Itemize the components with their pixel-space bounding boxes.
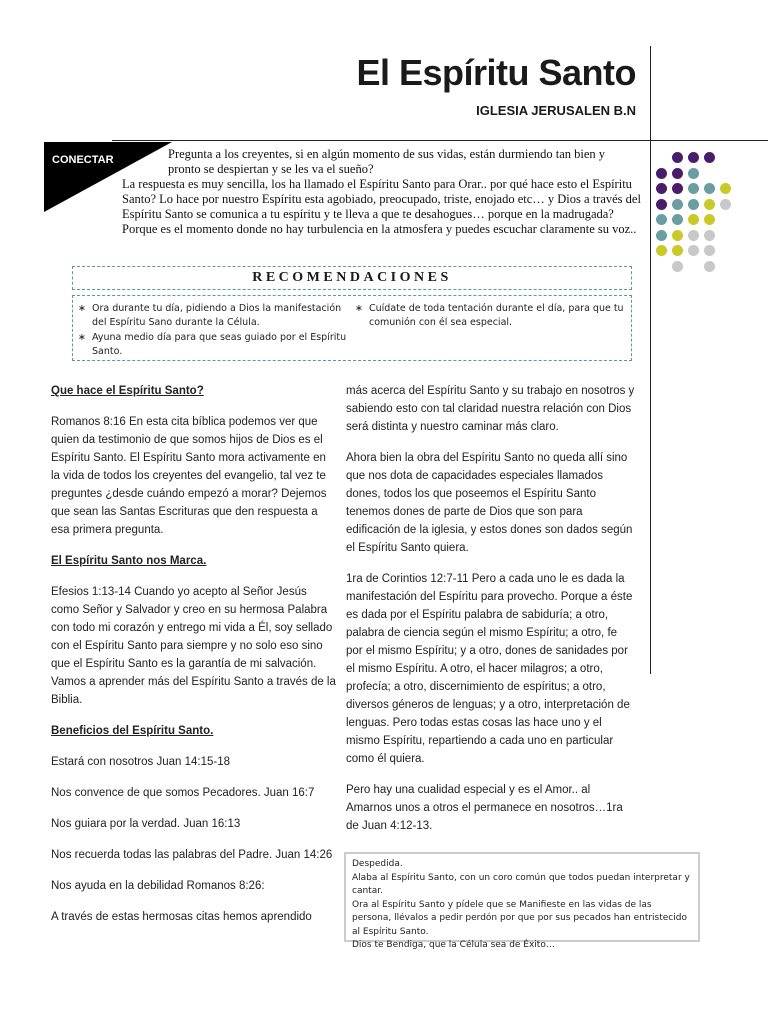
intro-answer: La respuesta es muy sencilla, los ha llamado el Espíritu Santo para Orar.. por qué hace esto el Espíritu Santo? Lo hace por nuestro Espíritu esta agobiado, preocupado, triste, enojado etc… y Dios a través del Espíritu Santo se comunica a tu espíritu y te lleva a que te desahogues… porque en la madrugada? Porque es el momento donde no hay turbulencia en la atmosfera y puedes escuchar claramente su voz.. — [122, 177, 641, 236]
decorative-dot — [704, 183, 715, 194]
decorative-dot — [704, 245, 715, 256]
decorative-dot — [672, 261, 683, 272]
decorative-dot — [704, 199, 715, 210]
decorative-dot — [656, 214, 667, 225]
benefit-item: Nos convence de que somos Pecadores. Juan 16:7 — [51, 787, 315, 799]
benefit-item: Nos guiara por la verdad. Juan 16:13 — [51, 818, 241, 830]
decorative-dot — [688, 168, 699, 179]
decorative-dot — [688, 152, 699, 163]
right-column — [346, 382, 636, 848]
decorative-dot — [688, 214, 699, 225]
benefit-item: Nos ayuda en la debilidad Romanos 8:26: — [51, 880, 265, 892]
decorative-dot — [656, 168, 667, 179]
farewell-line: Ora al Espíritu Santo y pídele que se Manifieste en las vidas de las persona, llévalos a pedir perdón por que por sus pecados han entristecido al Espíritu Santo. — [352, 899, 687, 937]
bullet-icon: ∗ — [78, 332, 86, 343]
conectar-label: CONECTAR — [52, 154, 114, 166]
decorative-dot — [656, 199, 667, 210]
decorative-dot — [656, 245, 667, 256]
section-heading: Beneficios del Espíritu Santo. — [51, 725, 214, 737]
decorative-dot — [672, 230, 683, 241]
decorative-dot — [704, 152, 715, 163]
recommendations-heading: RECOMENDACIONES — [252, 270, 452, 285]
decorative-dot — [704, 261, 715, 272]
page-title: El Espíritu Santo — [356, 52, 636, 93]
bullet-icon: ∗ — [78, 303, 86, 314]
section-heading: Que hace el Espíritu Santo? — [51, 385, 204, 397]
decorative-dot — [688, 245, 699, 256]
decorative-dot — [672, 183, 683, 194]
left-column — [51, 382, 336, 939]
paragraph: A través de estas hermosas citas hemos aprendido — [51, 911, 312, 923]
recommendations-heading-box — [72, 266, 632, 290]
decorative-dot — [720, 199, 731, 210]
decorative-dot — [672, 152, 683, 163]
recommendation-item: ∗ Ayuna medio día para que seas guiado por el Espíritu Santo. — [78, 332, 347, 357]
decorative-dot — [672, 168, 683, 179]
paragraph: Ahora bien la obra del Espíritu Santo no queda allí sino que nos dota de capacidades especiales llamados dones, todos los que poseemos el Espíritu Santo tenemos dones de parte de Dios que son para edificación de la iglesia, y estos dones son dados según el Espíritu Santo quiera. — [346, 452, 633, 554]
paragraph: Romanos 8:16 En esta cita bíblica podemos ver que quien da testimonio de que somos hijos de Dios es el Espíritu Santo. El Espíritu Santo mora activamente en la vida de todos los creyentes del evangelio, tal vez te preguntes ¿desde cuándo empezó a morar? Dejemos que sean las Santas Escrituras que den respuesta a esa primera pregunta. — [51, 416, 327, 536]
paragraph: Efesios 1:13-14 Cuando yo acepto al Señor Jesús como Señor y Salvador y creo en su hermosa Palabra con todo mi corazón y entrego mi vida a Él, soy sellado con el Espíritu Santo para siempre y no solo eso sino que el Espíritu Santo es la garantía de mi salvación. Vamos a aprender más del Espíritu Santo a través de la Biblia. — [51, 586, 336, 706]
benefit-item: Estará con nosotros Juan 14:15-18 — [51, 756, 231, 768]
decorative-dot — [720, 183, 731, 194]
horizontal-rule — [112, 140, 768, 141]
benefit-item: Nos recuerda todas las palabras del Padre. Juan 14:26 — [51, 849, 333, 861]
bullet-icon: ∗ — [355, 303, 363, 314]
paragraph: Pero hay una cualidad especial y es el Amor.. al Amarnos unos a otros el permanece en nosotros…1ra de Juan 4:12-13. — [346, 784, 623, 832]
recommendation-item: ∗ Ora durante tu día, pidiendo a Dios la manifestación del Espíritu Sano durante la Célula. — [78, 303, 342, 328]
paragraph: más acerca del Espíritu Santo y su trabajo en nosotros y sabiendo esto con tal claridad nuestra relación con Dios será distinta y nuestro caminar más claro. — [346, 385, 635, 433]
decorative-dot — [688, 183, 699, 194]
decorative-dot — [688, 199, 699, 210]
farewell-title: Despedida. — [352, 859, 403, 869]
decorative-dot — [704, 214, 715, 225]
decorative-dot — [656, 230, 667, 241]
intro-question: Pregunta a los creyentes, si en algún momento de sus vidas, están durmiendo tan bien y pronto se despiertan y se les va el sueño? — [168, 147, 606, 176]
paragraph: 1ra de Corintios 12:7-11 Pero a cada uno le es dada la manifestación del Espíritu para provecho. Porque a éste es dada por el Espíritu palabra de sabiduría; a otro, palabra de ciencia según el mismo Espíritu; a otro, fe por el mismo Espíritu; y a otro, dones de sanidades por el mismo Espíritu. A otro, el hacer milagros; a otro, profecía; a otro, discernimiento de espíritus; a otro, diversos géneros de lenguas; y a otro, interpretación de lenguas. Pero todas estas cosas las hace uno y el mismo Espíritu, repartiendo a cada uno en particular como él quiera. — [346, 573, 633, 765]
decorative-dot — [656, 183, 667, 194]
recommendation-item: ∗ Cuídate de toda tentación durante el día, para que tu comunión con él sea especial. — [355, 303, 624, 328]
decorative-dot — [672, 245, 683, 256]
decorative-dot — [672, 214, 683, 225]
decorative-dot — [672, 199, 683, 210]
church-name: IGLESIA JERUSALEN B.N — [476, 103, 636, 118]
decorative-dot — [704, 230, 715, 241]
farewell-box — [344, 852, 700, 950]
section-heading: El Espíritu Santo nos Marca. — [51, 555, 207, 567]
decorative-dot — [688, 230, 699, 241]
farewell-line: Alaba al Espíritu Santo, con un coro común que todos puedan interpretar y cantar. — [352, 872, 690, 896]
farewell-line: Dios te Bendiga, que la Célula sea de Éxito… — [352, 940, 555, 950]
